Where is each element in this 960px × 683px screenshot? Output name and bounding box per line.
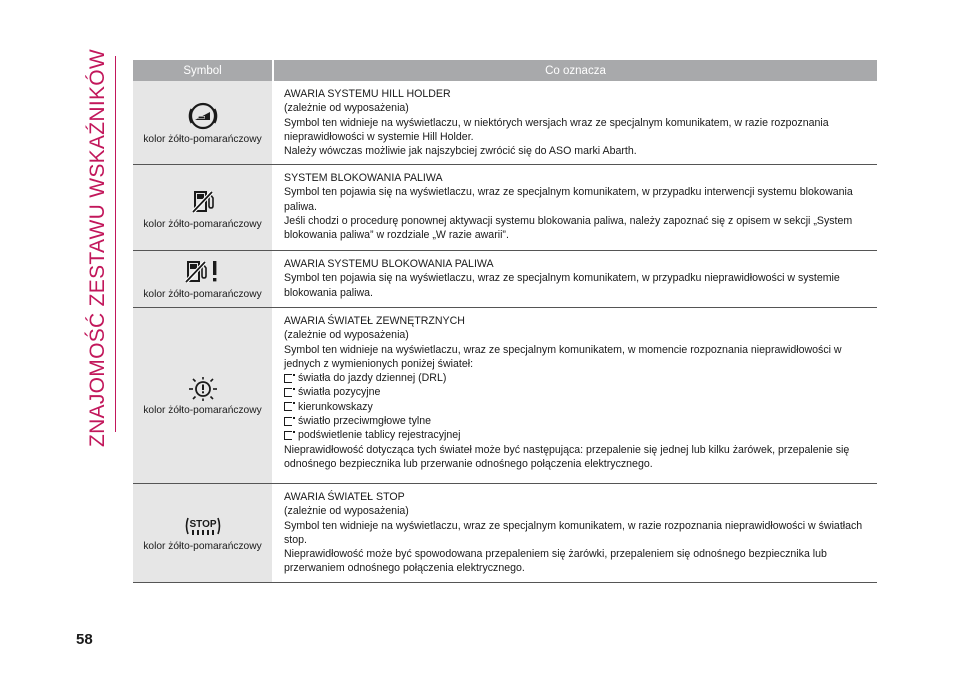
warning-title: SYSTEM BLOKOWANIA PALIWA: [284, 172, 443, 184]
bullet-icon: [284, 431, 292, 440]
meaning-cell: [274, 81, 877, 164]
warning-description: Symbol ten widnieje na wyświetlaczu, w niektórych wersjach wraz ze specjalnym komunikatem, w razie rozpoznania nieprawidłowości w systemie Hill Holder.: [284, 116, 829, 143]
symbol-cell: [133, 81, 272, 164]
chapter-divider-line: [115, 56, 116, 432]
symbol-cell: [133, 484, 272, 582]
warning-description: Symbol ten widnieje na wyświetlaczu, wraz ze specjalnym komunikatem, w razie rozpoznania nieprawidłowości w światłach stop.: [284, 519, 863, 546]
warning-title: AWARIA SYSTEMU BLOKOWANIA PALIWA: [284, 258, 494, 270]
fuel-cutoff-icon: [188, 186, 218, 216]
warning-description: Symbol ten pojawia się na wyświetlaczu, wraz ze specjalnym komunikatem, w przypadku nieprawidłowości w systemie blokowania paliwa.: [284, 272, 840, 299]
list-item-text: podświetlenie tablicy rejestracyjnej: [298, 429, 461, 442]
list-item: [284, 428, 875, 442]
symbol-color-label: kolor żółto-pomarańczowy: [143, 133, 262, 145]
symbol-color-label: kolor żółto-pomarańczowy: [143, 218, 262, 230]
header-symbol: Symbol: [133, 60, 272, 81]
hill-holder-warning-icon: [186, 101, 220, 131]
list-item: [284, 371, 875, 385]
warning-title: AWARIA ŚWIATEŁ STOP: [284, 491, 405, 503]
stop-icon-text: STOP: [188, 519, 217, 530]
header-meaning: Co oznacza: [274, 60, 877, 81]
list-item: [284, 400, 875, 414]
symbol-cell: [133, 251, 272, 307]
warning-description: Symbol ten widnieje na wyświetlaczu, wraz ze specjalnym komunikatem, w momencie rozpoznania nieprawidłowości w jednych z wymienionych poniżej świateł:: [284, 343, 842, 370]
list-item-text: światła pozycyjne: [298, 386, 381, 399]
symbol-color-label: kolor żółto-pomarańczowy: [143, 289, 262, 300]
warning-action: Należy wówczas możliwie jak najszybciej zwrócić się do ASO marki Abarth.: [284, 145, 637, 158]
table-row: [133, 308, 877, 484]
meaning-cell: [274, 308, 877, 483]
symbol-cell: [133, 308, 272, 483]
bullet-icon: [284, 417, 292, 426]
list-item-text: kierunkowskazy: [298, 400, 373, 413]
warning-availability: (zależnie od wyposażenia): [284, 102, 409, 115]
symbol-color-label: kolor żółto-pomarańczowy: [143, 404, 262, 416]
table-header: [133, 60, 877, 81]
bullet-icon: [284, 374, 292, 383]
list-item-text: światło przeciwmgłowe tylne: [298, 415, 432, 428]
bullet-icon: [284, 388, 292, 397]
warning-description: Symbol ten pojawia się na wyświetlaczu, wraz ze specjalnym komunikatem, w przypadku interwencji systemu blokowania paliwa.: [284, 186, 853, 213]
table-row: [133, 165, 877, 251]
warning-availability: (zależnie od wyposażenia): [284, 505, 409, 518]
warning-action: Jeśli chodzi o procedurę ponownej aktywacji systemu blokowania paliwa, należy zapoznać się z opisem w sekcji „System blokowania paliwa” w rozdziale „W razie awarii”.: [284, 214, 853, 242]
meaning-cell: [274, 484, 877, 582]
bullet-icon: [284, 402, 292, 411]
list-item: [284, 385, 875, 399]
warning-title: AWARIA ŚWIATEŁ ZEWNĘTRZNYCH: [284, 315, 465, 327]
meaning-cell: [274, 165, 877, 250]
warning-cause: Nieprawidłowość dotycząca tych świateł może być następująca: przepalenie się jednej lub kilku żarówek, przepalenie się odnośnego bezpiecznika lub przerwanie odnośnego połączenia elektrycznego.: [284, 443, 850, 470]
fuel-cutoff-failure-icon: [183, 258, 223, 286]
lights-list: [284, 371, 875, 442]
meaning-cell: [274, 251, 877, 307]
warning-cause: Nieprawidłowość może być spowodowana przepaleniem się żarówki, przepaleniem się odnośnego bezpiecznika lub przerwaniem odnośnego połączenia elektrycznego.: [284, 548, 827, 575]
stop-lights-failure-icon: [183, 514, 223, 538]
list-item: [284, 414, 875, 428]
symbol-color-label: kolor żółto-pomarańczowy: [143, 541, 262, 552]
list-item-text: światła do jazdy dziennej (DRL): [298, 372, 447, 385]
page-number: 58: [76, 631, 93, 648]
warning-title: AWARIA SYSTEMU HILL HOLDER: [284, 88, 451, 100]
warning-availability: (zależnie od wyposażenia): [284, 329, 409, 342]
table-row: [133, 484, 877, 583]
table-row: [133, 81, 877, 165]
exterior-lights-failure-icon: [185, 376, 221, 402]
warning-symbols-table: [133, 60, 877, 583]
symbol-cell: [133, 165, 272, 250]
chapter-title-text: ZNAJOMOŚĆ ZESTAWU WSKAŹNIKÓW: [86, 48, 109, 447]
table-row: [133, 251, 877, 308]
chapter-side-title: [80, 48, 116, 447]
